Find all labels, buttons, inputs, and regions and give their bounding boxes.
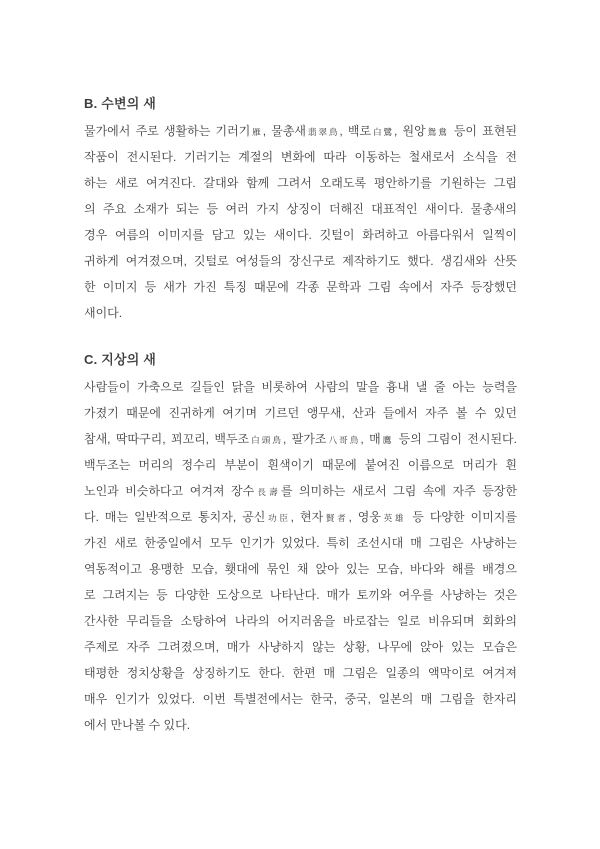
text-line: 노인과 비슷하다고 여겨져 장수長壽를 의미하는 새로서 그림 속에 자주 등장한: [84, 484, 517, 498]
text-line: 가졌기 때문에 진귀하게 여기며 기르던 앵무새, 산과 들에서 자주 볼 수 있던: [84, 406, 517, 420]
text-line: 한 이미지 등 새가 가진 특징 때문에 각종 문학과 그림 속에서 자주 등장했던: [84, 280, 517, 294]
text-line: 새이다.: [84, 306, 123, 320]
text-line: 작품이 전시된다. 기러기는 계절의 변화에 따라 이동하는 철새로서 소식을 전: [84, 150, 517, 164]
document-section-0: [84, 91, 517, 326]
hanja-annotation: 翡翠鳥: [306, 127, 340, 137]
document-body: [84, 91, 517, 738]
hanja-annotation: 八哥鳥: [326, 435, 361, 445]
text-line: 의 주요 소재가 되는 등 여러 가지 상징이 더해진 대표적인 새이다. 물총새의: [84, 202, 517, 216]
text-line: 주제로 자주 그려졌으며, 매가 사냥하지 않는 상황, 나무에 앉아 있는 모습은: [84, 640, 517, 654]
text-line: 역동적이고 용맹한 모습, 횃대에 묶인 채 앉아 있는 모습, 바다와 해를 배경으: [84, 562, 517, 576]
hanja-annotation: 賢者: [323, 513, 349, 523]
hanja-annotation: 雁: [250, 127, 263, 137]
text-line: 백두조는 머리의 정수리 부분이 흰색이기 때문에 붙여진 이름으로 머리가 흰: [84, 458, 517, 472]
text-line: 태평한 정치상황을 상징하기도 한다. 한편 매 그림은 일종의 액막이로 여겨져: [84, 666, 517, 680]
hanja-annotation: 功臣: [265, 513, 291, 523]
hanja-annotation: 長壽: [254, 487, 281, 497]
text-line: 에서 만나볼 수 있다.: [84, 718, 191, 732]
text-line: 매우 인기가 있었다. 이번 특별전에서는 한국, 중국, 일본의 매 그림을 한자리: [84, 692, 517, 706]
text-line: 귀하게 여겨졌으며, 깃털로 여성들의 장신구로 제작하기도 했다. 생김새와 산뜻: [84, 254, 517, 268]
text-line: 간사한 무리들을 소탕하여 나라의 어지러움을 바로잡는 일로 비유되며 회화의: [84, 614, 517, 628]
section-heading: C. 지상의 새: [84, 352, 157, 367]
text-line: 하는 새로 여겨진다. 갈대와 함께 그려서 오래도록 평안하기를 기원하는 그림: [84, 176, 517, 190]
hanja-annotation: 鷹: [380, 435, 394, 445]
text-line: 물가에서 주로 생활하는 기러기雁, 물총새翡翠鳥, 백로白鷺, 원앙鴛鴦 등이 표현된: [84, 124, 517, 138]
section-heading: B. 수변의 새: [84, 96, 157, 111]
text-line: 경우 여름의 이미지를 담고 있는 새이다. 깃털이 화려하고 아름다워서 일찍이: [84, 228, 517, 242]
text-line: 다. 매는 일반적으로 통치자, 공신功臣, 현자賢者, 영웅英雄 등 다양한 이미지를: [84, 510, 517, 524]
text-line: 로 그려지는 등 다양한 도상으로 나타난다. 매가 토끼와 여우를 사냥하는 것은: [84, 588, 517, 602]
text-line: 사람들이 가축으로 길들인 닭을 비롯하여 사람의 말을 흉내 낼 줄 아는 능력을: [84, 380, 517, 394]
text-line: 가진 새로 한중일에서 모두 인기가 있었다. 특히 조선시대 매 그림은 사냥하는: [84, 536, 517, 550]
hanja-annotation: 白頭鳥: [249, 435, 284, 445]
text-line: 참새, 딱따구리, 꾀꼬리, 백두조白頭鳥, 팔가조八哥鳥, 매鷹 등의 그림이 전시된다.: [84, 432, 517, 446]
document-section-1: [84, 347, 517, 738]
hanja-annotation: 白鷺: [371, 127, 394, 137]
hanja-annotation: 鴛鴦: [425, 127, 449, 137]
hanja-annotation: 英雄: [380, 513, 407, 523]
